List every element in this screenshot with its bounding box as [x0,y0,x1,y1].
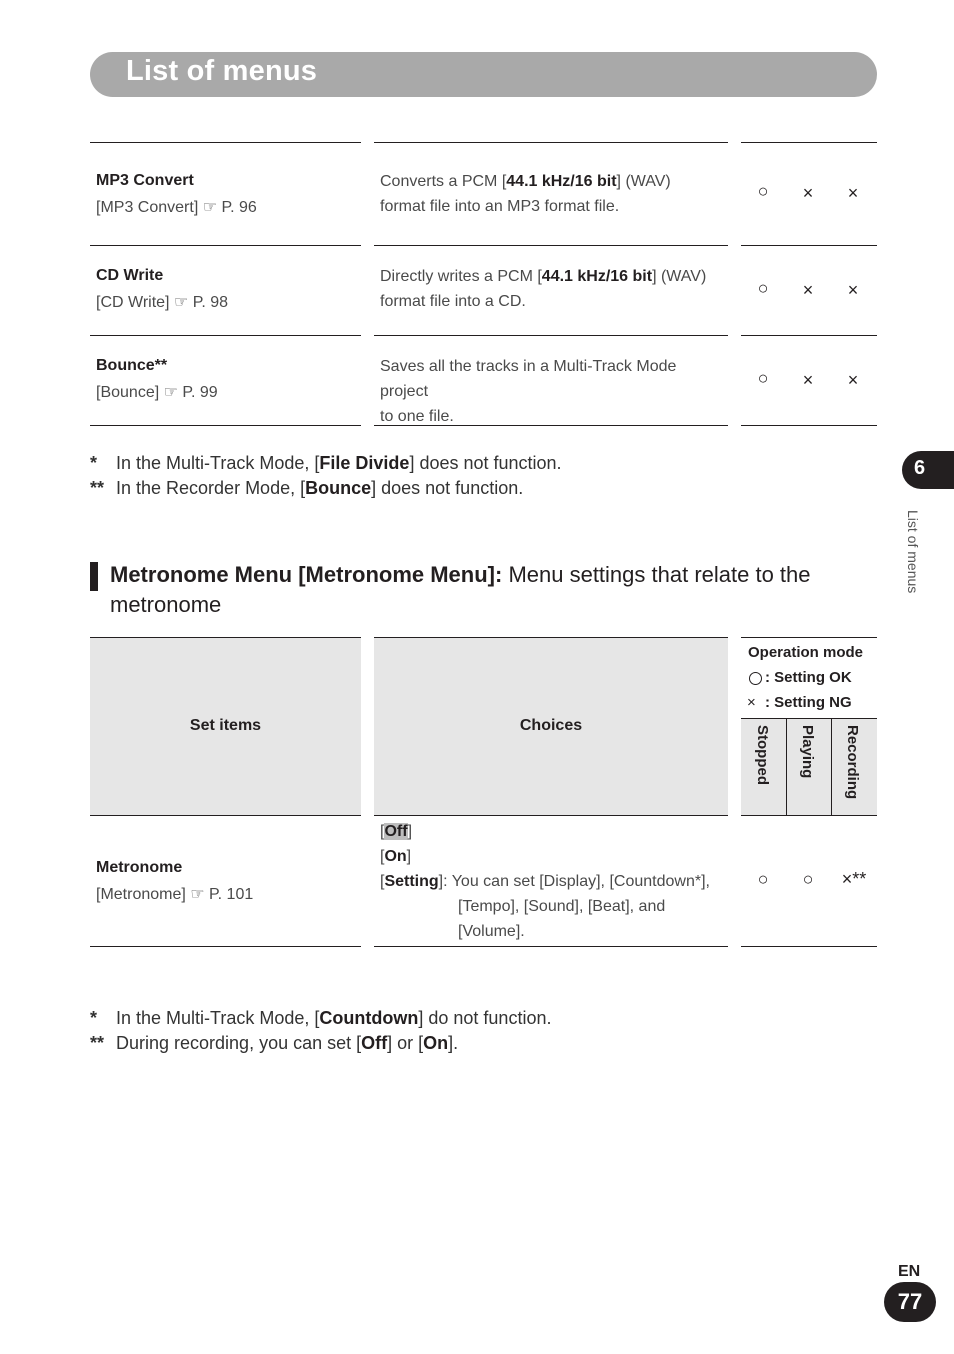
mode-playing: ○ [802,869,814,889]
footnote-text: ] does not function. [371,478,524,498]
footnote-text: ]. [448,1033,459,1053]
footnote-mark: * [90,1008,98,1028]
choice-off: Off [384,823,408,840]
column-recording: Recording [844,725,861,800]
mode-cell [741,336,877,426]
footnote-text: ] or [ [387,1033,424,1053]
mode-recording: × [847,183,859,203]
setting-desc: : You can set [Display], [Countdown*], [443,873,710,890]
mode-recording: × [847,370,859,390]
item-ref: [MP3 Convert] ☞ P. 96 [96,199,257,216]
footnote-text: In the Multi-Track Mode, [ [116,453,320,473]
mode-recording: × [847,280,859,300]
mode-cell [741,815,877,947]
desc-text: Converts a PCM [ [380,173,507,190]
item-name: CD Write [96,267,164,284]
choices-cell: [Off] [On] [Setting]: You can set [Display], [Countdown*], [Tempo], [Sound], [Beat], and [Volume]. [374,815,728,947]
column-playing: Playing [799,725,816,779]
chapter-tab[interactable] [902,451,954,489]
desc-text: Saves all the tracks in a Multi-Track Mode project [380,358,677,400]
item-ref: [Metronome] ☞ P. 101 [96,886,254,903]
item-description [374,336,728,426]
footnote-text: ] do not function. [418,1008,552,1028]
operation-mode-label: Operation mode [748,644,864,661]
mode-recording: ×** [841,869,867,889]
desc-bold: 44.1 kHz/16 bit [506,173,617,190]
footnote-mark: ** [90,478,105,498]
item-name: MP3 Convert [96,172,194,189]
footnote [90,1031,458,1056]
item-description [374,246,728,336]
footnote-bold: On [423,1033,449,1053]
mode-playing: × [802,370,814,390]
mode-stopped: ○ [757,368,769,388]
desc-text: format file into an MP3 format file. [380,198,620,215]
circle-icon [749,672,762,685]
mode-playing: × [802,280,814,300]
section-heading-bold: Metronome Menu [Metronome Menu]: [110,562,503,587]
setting-desc: [Tempo], [Sound], [Beat], and [458,898,666,915]
setting-ng-label: : Setting NG [765,694,852,711]
setting-desc: [Volume]. [458,923,525,940]
mode-stopped: ○ [757,869,769,889]
mode-playing: × [802,183,814,203]
desc-bold: 44.1 kHz/16 bit [541,268,653,285]
footnote [90,451,562,476]
header-set-items [90,637,361,816]
item-name: Metronome [96,859,183,876]
header-set-items-label: Set items [189,717,262,734]
section-heading-text: Menu settings that relate to the metronome [110,562,811,617]
side-label: List of menus [905,510,921,594]
footnote-mark: ** [90,1033,105,1053]
table-row [90,143,361,246]
language-label: EN [898,1263,921,1280]
item-description [374,143,728,246]
footnote-text: In the Recorder Mode, [ [116,478,306,498]
footnote-bold: File Divide [319,453,410,473]
mode-stopped: ○ [757,278,769,298]
header-choices-label: Choices [519,717,583,734]
section-heading [110,560,880,620]
mode-stopped: ○ [757,181,769,201]
item-name: Bounce** [96,357,168,374]
desc-text: to one file. [380,408,454,425]
column-divider [786,719,787,815]
column-divider [831,719,832,815]
desc-text: format file into a CD. [380,293,526,310]
footnote-bold: Countdown [319,1008,419,1028]
table-row [90,246,361,336]
section-marker [90,562,98,591]
mode-columns-header [741,718,877,816]
desc-text: Directly writes a PCM [ [380,268,542,285]
item-ref: [Bounce] ☞ P. 99 [96,384,218,401]
footnote-text: During recording, you can set [ [116,1033,362,1053]
header-choices [374,637,728,816]
desc-text: ] (WAV) [616,173,671,190]
footnote [90,476,523,501]
item-ref: [CD Write] ☞ P. 98 [96,294,229,311]
column-stopped: Stopped [754,725,771,785]
page-number: 77 [884,1282,936,1322]
footnote-text: ] does not function. [409,453,562,473]
desc-text: ] (WAV) [652,268,707,285]
table-row [90,815,361,947]
choice-setting: Setting [384,873,439,890]
mode-cell [741,143,877,246]
page-title-bar [90,52,877,97]
chapter-number: 6 [914,457,926,479]
footnote-text: In the Multi-Track Mode, [ [116,1008,320,1028]
footnote-mark: * [90,453,98,473]
table-row [90,336,361,426]
footnote [90,1006,551,1031]
footnote-bold: Bounce [305,478,372,498]
setting-ok-label: : Setting OK [765,669,852,686]
choice-on: On [384,848,407,865]
footnote-bold: Off [361,1033,388,1053]
page-title: List of menus [126,55,318,87]
mode-cell [741,246,877,336]
cross-icon: × [747,694,756,711]
header-operation-mode [741,637,877,719]
